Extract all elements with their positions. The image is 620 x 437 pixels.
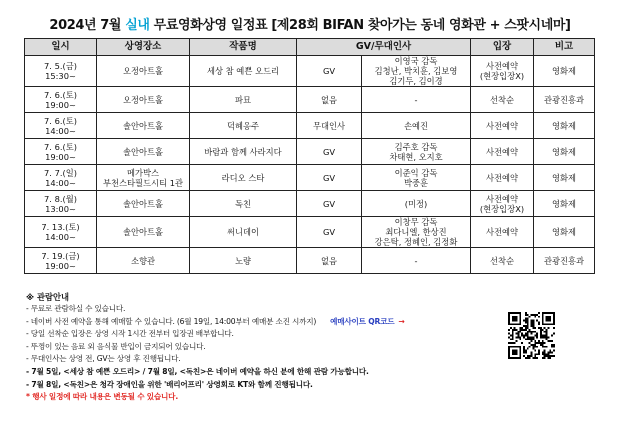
guest-cell-line: 이준익 감독 — [394, 167, 438, 178]
guide-note: - 무대인사는 상영 전, GV는 상영 후 진행됩니다. — [26, 354, 181, 364]
venue-cell-line: 솔안아트홀 — [122, 146, 164, 157]
date-cell-line: 7. 7.(일) — [44, 167, 77, 178]
table-row — [25, 165, 595, 191]
film-cell: 덕혜옹주 — [190, 113, 297, 139]
gv-type-cell: GV — [297, 165, 362, 191]
entry-cell-line: 사전예약 — [485, 193, 519, 204]
guest-cell-line: 이창무 감독 — [394, 217, 438, 227]
entry-cell — [471, 87, 534, 113]
guest-cell-line: - — [414, 94, 418, 105]
entry-cell — [471, 56, 534, 87]
date-cell-line: 7. 6.(토) — [44, 141, 77, 152]
note-cell: 영화제 — [534, 217, 595, 248]
guest-cell-line: 김기두, 김이경 — [389, 76, 443, 86]
col-header-venue: 상영장소 — [97, 39, 190, 56]
date-cell — [25, 217, 97, 248]
entry-cell-line: 선착순 — [489, 94, 515, 105]
guide-note: * 행사 일정에 따라 내용은 변동될 수 있습니다. — [26, 392, 179, 402]
entry-cell-line: 사전예약 — [485, 227, 519, 237]
col-header-note: 비고 — [534, 39, 595, 56]
gv-type-cell: 없음 — [297, 248, 362, 274]
guest-cell — [362, 113, 471, 139]
date-cell — [25, 87, 97, 113]
date-cell-line: 14:00~ — [45, 232, 76, 242]
date-cell — [25, 165, 97, 191]
note-cell: 영화제 — [534, 191, 595, 217]
title-highlight: 실내 — [125, 18, 150, 33]
entry-cell-line: 선착순 — [489, 255, 515, 266]
entry-cell — [471, 217, 534, 248]
date-cell-line: 19:00~ — [45, 260, 76, 271]
gv-type-cell: 무대인사 — [297, 113, 362, 139]
venue-cell-line: 소향관 — [130, 255, 156, 266]
note-cell: 영화제 — [534, 56, 595, 87]
guest-cell-line: 최다니엘, 한상진 — [385, 227, 447, 237]
guide-note: - 7월 5일, <세상 참 예쁜 오드리> / 7월 8일, <독친>은 네이버 예약을 하신 분에 한해 관람 가능합니다. — [26, 366, 369, 376]
venue-cell-line: 오정아트홀 — [122, 94, 164, 105]
film-cell: 라디오 스타 — [190, 165, 297, 191]
gv-type-cell: GV — [297, 139, 362, 165]
entry-cell-line: (현장입장X) — [479, 71, 525, 81]
entry-cell-line: 사전예약 — [485, 172, 519, 183]
guest-cell-line: 김주호 감독 — [394, 141, 438, 152]
date-cell-line: 19:00~ — [45, 151, 76, 162]
guide-note: - 당일 선착순 입장은 상영 시작 1시간 전부터 입장권 배부합니다. — [26, 329, 234, 339]
viewing-guide — [26, 291, 496, 404]
date-cell — [25, 113, 97, 139]
qr-code-icon[interactable] — [508, 312, 555, 359]
entry-cell — [471, 248, 534, 274]
date-cell — [25, 191, 97, 217]
venue-cell — [97, 56, 190, 87]
table-header-row — [25, 39, 595, 56]
guide-note: - 7월 8일, <독친>은 청각 장애인을 위한 '배리어프리' 상영회로 KT와 함께 진행됩니다. — [26, 379, 313, 389]
table-row — [25, 139, 595, 165]
film-cell: 바람과 함께 사라지다 — [190, 139, 297, 165]
venue-cell — [97, 113, 190, 139]
venue-cell-line: 솔안아트홀 — [122, 198, 164, 209]
table-row — [25, 248, 595, 274]
venue-cell — [97, 248, 190, 274]
entry-cell — [471, 113, 534, 139]
film-cell: 파묘 — [190, 87, 297, 113]
date-cell-line: 15:30~ — [45, 71, 76, 81]
film-cell: 노량 — [190, 248, 297, 274]
entry-cell-line: (현장입장X) — [479, 203, 525, 214]
guide-note: - 무료로 관람하실 수 있습니다. — [26, 304, 126, 313]
guest-cell-line: 차태현, 오지호 — [389, 151, 443, 162]
venue-cell-line: 솔안아트홀 — [122, 120, 164, 131]
note-cell: 영화제 — [534, 139, 595, 165]
guest-cell — [362, 217, 471, 248]
date-cell-line: 7. 6.(토) — [44, 115, 77, 126]
guest-cell-line: 박중훈 — [403, 177, 429, 188]
venue-cell-line: 오정아트홀 — [122, 66, 164, 76]
guest-cell-line: 이영국 감독 — [394, 56, 438, 66]
date-cell-line: 7. 13.(토) — [41, 222, 80, 232]
guest-cell-line: (미정) — [404, 198, 428, 209]
gv-type-cell: GV — [297, 191, 362, 217]
date-cell-line: 7. 19.(금) — [41, 250, 80, 261]
venue-cell-line: 메가박스 — [126, 167, 160, 178]
qr-reservation-link[interactable]: 예매사이트 QR코드 — [330, 316, 395, 326]
date-cell — [25, 248, 97, 274]
date-cell-line: 14:00~ — [45, 125, 76, 136]
note-cell: 관광진흥과 — [534, 87, 595, 113]
col-header-film: 작품명 — [190, 39, 297, 56]
entry-cell-line: 사전예약 — [485, 61, 519, 71]
date-cell — [25, 56, 97, 87]
page-title: 2024년 7월 실내 무료영화상영 일정표 [제28회 BIFAN 찾아가는 동네 영화관 + 스팟시네마] — [49, 18, 571, 33]
guest-cell-line: - — [414, 255, 418, 266]
arrow-right-icon: → — [398, 316, 405, 326]
venue-cell — [97, 87, 190, 113]
col-header-entry: 입장 — [471, 39, 534, 56]
guest-cell-line: 김청난, 박치훈, 김보영 — [374, 66, 458, 76]
date-cell-line: 7. 6.(토) — [44, 89, 77, 100]
guide-note: - 뚜껑이 있는 음료 외 음식물 반입이 금지되어 있습니다. — [26, 341, 206, 351]
guest-cell — [362, 139, 471, 165]
table-row — [25, 87, 595, 113]
table-row — [25, 191, 595, 217]
gv-type-cell: GV — [297, 217, 362, 248]
table-row — [25, 113, 595, 139]
venue-cell — [97, 191, 190, 217]
date-cell-line: 14:00~ — [45, 177, 76, 188]
film-cell: 독친 — [190, 191, 297, 217]
guide-note: - 네이버 사전 예약을 통해 예매할 수 있습니다. (6월 19일, 14:00부터 예매분 소진 시까지) 예매사이트 QR코드 → — [26, 316, 405, 326]
note-cell: 영화제 — [534, 165, 595, 191]
guest-cell — [362, 56, 471, 87]
note-cell: 영화제 — [534, 113, 595, 139]
guest-cell — [362, 191, 471, 217]
venue-cell — [97, 165, 190, 191]
guest-cell — [362, 248, 471, 274]
date-cell — [25, 139, 97, 165]
date-cell-line: 7. 5.(금) — [44, 61, 77, 71]
guest-cell — [362, 165, 471, 191]
table-row — [25, 56, 595, 87]
note-cell: 관광진흥과 — [534, 248, 595, 274]
guest-cell-line: 강은탁, 정혜인, 김정화 — [374, 237, 458, 247]
col-header-date: 일시 — [25, 39, 97, 56]
table-row — [25, 217, 595, 248]
entry-cell — [471, 191, 534, 217]
film-cell: 세상 참 예쁜 오드리 — [190, 56, 297, 87]
date-cell-line: 13:00~ — [45, 203, 76, 214]
schedule-table — [24, 38, 595, 274]
viewing-guide-title: ※ 관람안내 — [26, 292, 70, 302]
entry-cell-line: 사전예약 — [485, 146, 519, 157]
date-cell-line: 19:00~ — [45, 99, 76, 110]
gv-type-cell: GV — [297, 56, 362, 87]
entry-cell — [471, 139, 534, 165]
venue-cell — [97, 217, 190, 248]
col-header-gv: GV/무대인사 — [297, 39, 471, 56]
entry-cell — [471, 165, 534, 191]
venue-cell-line: 부천스타필드시티 1관 — [102, 177, 184, 188]
venue-cell — [97, 139, 190, 165]
venue-cell-line: 솔안아트홀 — [122, 227, 164, 237]
guest-cell — [362, 87, 471, 113]
gv-type-cell: 없음 — [297, 87, 362, 113]
entry-cell-line: 사전예약 — [485, 120, 519, 131]
date-cell-line: 7. 8.(월) — [44, 193, 77, 204]
film-cell: 써니데이 — [190, 217, 297, 248]
guest-cell-line: 손예진 — [403, 120, 429, 131]
